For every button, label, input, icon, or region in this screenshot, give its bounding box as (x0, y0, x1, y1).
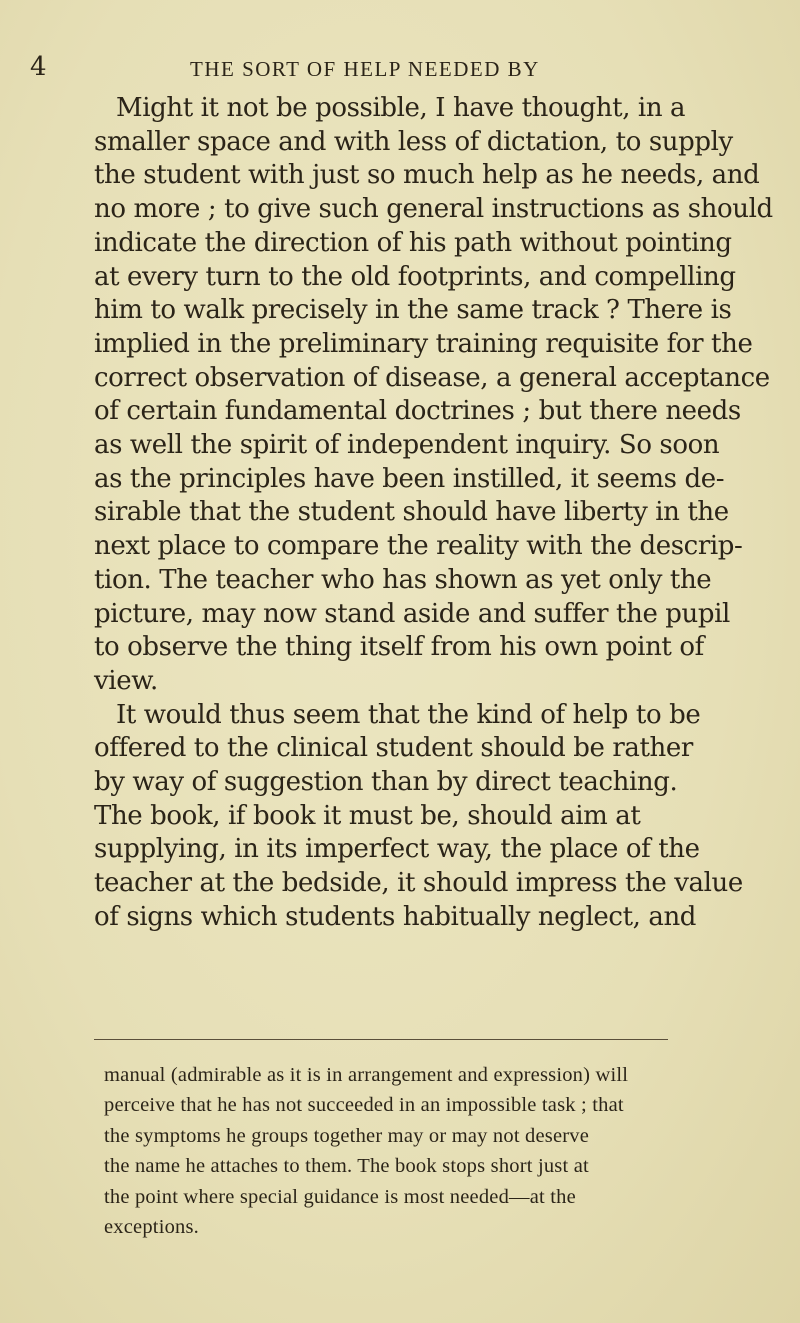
body-line: It would thus seem that the kind of help to be (116, 699, 701, 730)
footnote-line: the symptoms he groups together may or may not deserve (104, 1124, 590, 1147)
footnote-line: the name he attaches to them. The book stops short just at (104, 1155, 589, 1178)
body-line: the student with just so much help as he needs, and (94, 160, 760, 191)
footnote-line: perceive that he has not succeeded in an impossible task ; that (104, 1094, 624, 1117)
page-header (0, 52, 800, 82)
body-text (94, 92, 773, 935)
body-line: of signs which students habitually neglect, and (94, 901, 697, 932)
body-line: offered to the clinical student should be rather (94, 733, 693, 764)
body-line: as the principles have been instilled, it seems de- (94, 463, 725, 494)
body-line: by way of suggestion than by direct teaching. (94, 767, 678, 798)
body-line: him to walk precisely in the same track ? There is (94, 295, 732, 326)
footnote-line: manual (admirable as it is in arrangement and expression) will (104, 1064, 629, 1086)
body-line: The book, if book it must be, should aim at (94, 800, 641, 831)
body-line: indicate the direction of his path without pointing (94, 227, 732, 258)
body-line: at every turn to the old footprints, and compelling (94, 261, 736, 292)
body-line: correct observation of disease, a general acceptance (94, 362, 770, 393)
footnote (104, 1060, 764, 1242)
running-head: THE SORT OF HELP NEEDED BY (190, 57, 540, 81)
body-line: picture, may now stand aside and suffer the pupil (94, 598, 730, 629)
page-number: 4 (30, 52, 47, 82)
body-line: Might it not be possible, I have thought, in a (116, 93, 686, 123)
body-line: of certain fundamental doctrines ; but there needs (94, 396, 741, 427)
body-line: view. (94, 665, 158, 696)
body-line: no more ; to give such general instructions as should (94, 194, 773, 225)
body-line: to observe the thing itself from his own point of (94, 632, 704, 663)
body-line: sirable that the student should have liberty in the (94, 497, 729, 528)
body-line: tion. The teacher who has shown as yet only the (94, 564, 712, 595)
body-line: as well the spirit of independent inquiry. So soon (94, 430, 720, 461)
body-line: smaller space and with less of dictation, to supply (94, 126, 733, 157)
body-line: next place to compare the reality with the descrip- (94, 531, 743, 562)
footnote-line: the point where special guidance is most needed—at the (104, 1185, 576, 1208)
body-line: supplying, in its imperfect way, the place of the (94, 834, 700, 865)
body-line: implied in the preliminary training requisite for the (94, 328, 753, 359)
footnote-divider (94, 1039, 668, 1040)
body-line: teacher at the bedside, it should impress the value (94, 868, 743, 899)
footnote-line: exceptions. (104, 1216, 199, 1239)
